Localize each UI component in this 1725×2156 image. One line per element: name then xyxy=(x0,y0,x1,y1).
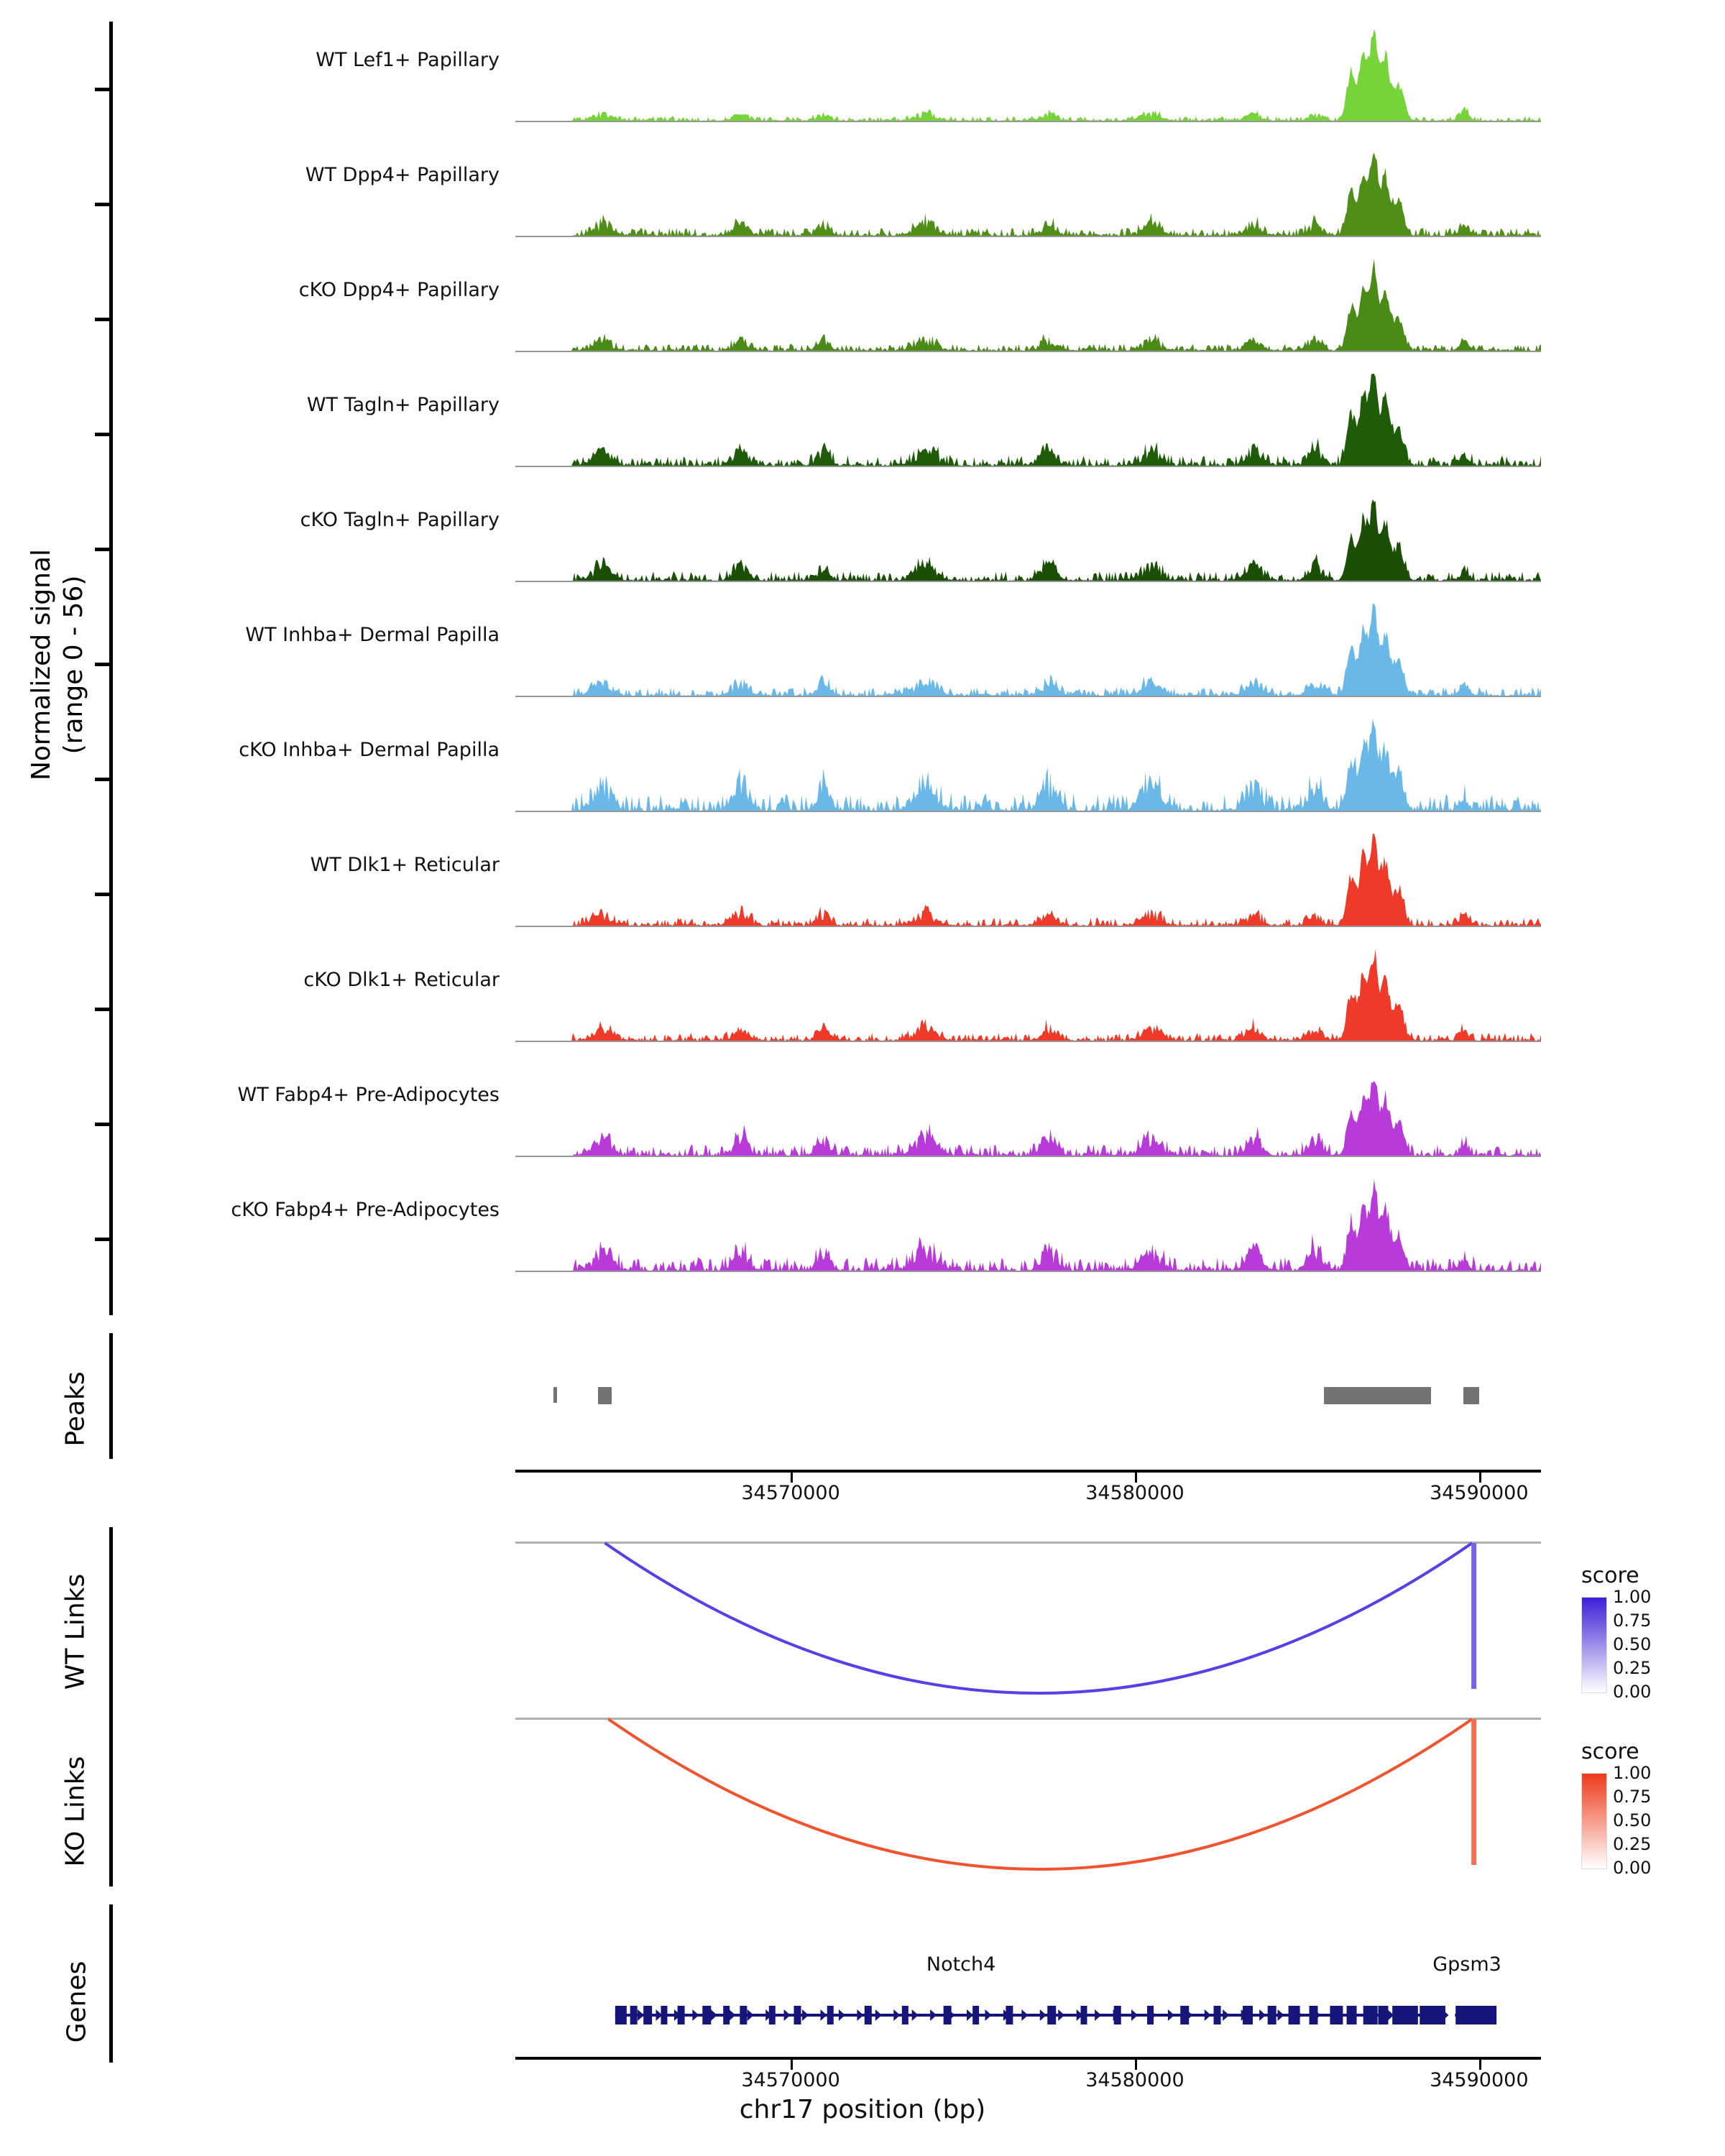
wt-links-section-label: WT Links xyxy=(60,1573,91,1690)
axis-tick-label: 34580000 xyxy=(1085,1482,1184,1504)
wt-links-arcs xyxy=(515,1542,1541,1714)
peak-region xyxy=(1324,1387,1430,1404)
signal-track-9 xyxy=(515,1064,1541,1157)
track-label: cKO Fabp4+ Pre-Adipocytes xyxy=(231,1199,500,1221)
track-label: cKO Tagln+ Papillary xyxy=(300,509,500,531)
peaks-section-label: Peaks xyxy=(60,1371,91,1447)
track-tick xyxy=(95,318,111,321)
legend-tick-label: 0.75 xyxy=(1613,1787,1652,1807)
y-axis-label-line1: Normalized signal xyxy=(27,548,56,781)
y-axis-label xyxy=(25,514,90,816)
axis-tick xyxy=(1135,1473,1137,1483)
bottom-axis-line xyxy=(515,2057,1541,2060)
track-tick xyxy=(95,1123,111,1126)
legend-tick-label: 0.00 xyxy=(1613,1858,1652,1878)
signal-track-8 xyxy=(515,949,1541,1042)
track-label: cKO Inhba+ Dermal Papilla xyxy=(239,739,500,761)
track-label: WT Tagln+ Papillary xyxy=(306,394,500,416)
ko-links-legend-title: score xyxy=(1581,1739,1639,1764)
axis-tick xyxy=(791,2060,793,2070)
wt-links-legend-gradient xyxy=(1581,1597,1607,1693)
signal-track-10 xyxy=(515,1179,1541,1272)
axis-tick xyxy=(1479,1473,1481,1483)
axis-tick xyxy=(1135,2060,1137,2070)
track-tick xyxy=(95,778,111,781)
track-tick xyxy=(95,548,111,551)
ko-links-legend-gradient xyxy=(1581,1773,1607,1869)
signal-track-1 xyxy=(515,144,1541,237)
gene-label: Gpsm3 xyxy=(1432,1953,1501,1976)
axis-tick-label: 34580000 xyxy=(1085,2069,1184,2091)
peak-region xyxy=(1463,1387,1479,1404)
track-tick xyxy=(95,663,111,666)
legend-tick-label: 0.50 xyxy=(1613,1634,1652,1654)
track-tick xyxy=(95,433,111,436)
legend-tick-label: 0.25 xyxy=(1613,1658,1652,1678)
track-tick xyxy=(95,893,111,896)
signal-track-0 xyxy=(515,29,1541,122)
signal-track-2 xyxy=(515,259,1541,352)
track-label: WT Dpp4+ Papillary xyxy=(305,164,500,186)
track-tick xyxy=(95,203,111,206)
legend-tick-label: 1.00 xyxy=(1613,1763,1652,1783)
axis-tick-label: 34570000 xyxy=(741,2069,840,2091)
peaks-spine xyxy=(109,1333,113,1459)
wt-links-legend-title: score xyxy=(1581,1563,1639,1588)
wt-links-spine xyxy=(109,1527,113,1710)
track-label: cKO Dpp4+ Papillary xyxy=(298,279,500,301)
peaks-axis-line xyxy=(515,1470,1541,1473)
legend-tick-label: 0.50 xyxy=(1613,1810,1652,1830)
ko-links-arcs xyxy=(515,1718,1541,1890)
x-axis-label: chr17 position (bp) xyxy=(739,2095,986,2124)
signal-track-6 xyxy=(515,719,1541,812)
axis-tick xyxy=(1479,2060,1481,2070)
peak-region xyxy=(598,1387,612,1404)
track-label: WT Lef1+ Papillary xyxy=(316,49,500,71)
legend-tick-label: 0.25 xyxy=(1613,1834,1652,1854)
track-tick xyxy=(95,1008,111,1011)
signal-track-7 xyxy=(515,834,1541,927)
axis-tick-label: 34570000 xyxy=(741,1482,840,1504)
peak-region xyxy=(553,1387,557,1403)
track-label: WT Inhba+ Dermal Papilla xyxy=(245,624,500,646)
genes-section-label: Genes xyxy=(62,1961,92,2043)
track-tick xyxy=(95,1238,111,1241)
signal-track-3 xyxy=(515,374,1541,467)
track-label: WT Fabp4+ Pre-Adipocytes xyxy=(237,1084,500,1106)
gene-label: Notch4 xyxy=(926,1953,996,1976)
ko-links-section-label: KO Links xyxy=(60,1756,91,1867)
gene-models xyxy=(515,1991,1541,2041)
track-tick xyxy=(95,88,111,91)
axis-tick-label: 34590000 xyxy=(1430,1482,1529,1504)
tracks-spine xyxy=(109,22,113,1315)
legend-tick-label: 0.00 xyxy=(1613,1682,1652,1702)
track-label: cKO Dlk1+ Reticular xyxy=(303,969,500,991)
genes-spine xyxy=(109,1904,113,2063)
track-label: WT Dlk1+ Reticular xyxy=(310,854,500,876)
legend-tick-label: 1.00 xyxy=(1613,1587,1652,1607)
legend-tick-label: 0.75 xyxy=(1613,1611,1652,1631)
signal-track-4 xyxy=(515,489,1541,582)
signal-track-5 xyxy=(515,604,1541,697)
y-axis-label-line2: (range 0 - 56) xyxy=(59,575,88,755)
ko-links-spine xyxy=(109,1703,113,1886)
axis-tick xyxy=(791,1473,793,1483)
axis-tick-label: 34590000 xyxy=(1430,2069,1529,2091)
